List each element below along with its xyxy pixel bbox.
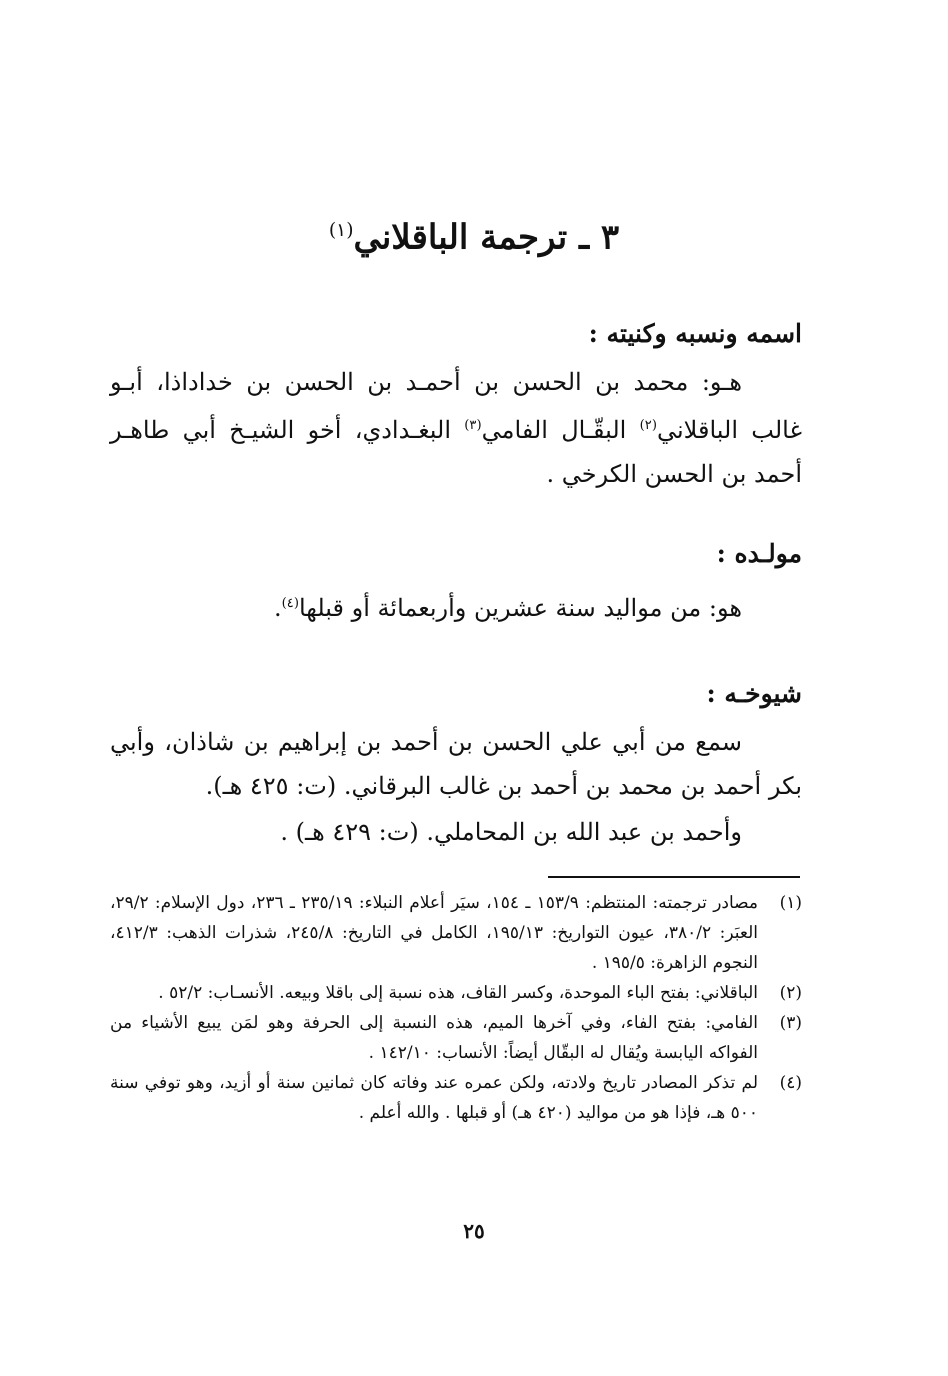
footnote-2 [110, 978, 802, 1008]
name-lineage-heading: اسمه ونسبه وكنيته : [588, 319, 802, 348]
birth-text: هو: من مواليد سنة عشرين وأربعمائة أو قبلها [298, 594, 742, 622]
chapter-title-text: ٣ ـ ترجمة الباقلاني [353, 217, 620, 258]
footnote-ref-4: (٤) [281, 596, 299, 611]
teachers-paragraph-2: وأحمد بن عبد الله بن المحاملي. (ت: ٤٢٩ هـ) . [280, 818, 742, 846]
footnote-4 [110, 1068, 802, 1128]
title-footnote-ref: (١) [328, 220, 354, 241]
footnote-number: (٣) [779, 1013, 802, 1033]
page-number: ٢٥ [463, 1219, 485, 1243]
footnote-number: (١) [779, 893, 802, 913]
name-text-part-1: هـو: محمد بن الحسن بن أحمـد بن الحسن بن خداداذا، أبـو غالب الباقلاني [110, 368, 802, 444]
footnote-text: لم تذكر المصادر تاريخ ولادته، ولكن عمره عند وفاته كان ثمانين سنة أو أزيد، وهو توفي سنة ٥٠٠ هـ، فإذا هو من مواليد (٤٢٠ هـ) أو قبلها . والله أعلم . [110, 1073, 758, 1123]
footnote-text: الفامي: بفتح الفاء، وفي آخرها الميم، هذه النسبة إلى الحرفة وهو لمَن يبيع الأشياء من الفواكه اليابسة ويُقال له البقّال أيضاً: الأنساب: ١٤٢/١٠ . [110, 1013, 758, 1063]
name-lineage-paragraph [110, 360, 802, 496]
footnote-ref-2: (٢) [639, 418, 657, 433]
name-text-part-3: البغـدادي، أخو الشيـخ أبي طاهـر أحمد بن الحسن الكرخي . [110, 416, 802, 488]
footnote-text: مصادر ترجمته: المنتظم: ١٥٣/٩ ـ ١٥٤، سيَر أعلام النبلاء: ٢٣٥/١٩ ـ ٢٣٦، دول الإسلام: ٢٩/٢، العبَر: ٣٨٠/٢، عيون التواريخ: ١٩٥/١٣، الكامل في التاريخ: ٢٤٥/٨، شذرات الذهب: ٤١٢/٣، النجوم الزاهرة: ١٩٥/٥ . [110, 893, 759, 973]
footnote-number: (٤) [779, 1073, 802, 1093]
birth-text-end: . [273, 594, 282, 622]
footnote-3 [110, 1008, 802, 1068]
footnote-number: (٢) [779, 983, 802, 1003]
birth-paragraph [274, 582, 742, 630]
footnote-ref-3: (٣) [464, 418, 482, 433]
teachers-paragraph-1: سمع من أبي علي الحسن بن أحمد بن إبراهيم بن شاذان، وأبي بكر أحمد بن محمد بن أحمد بن غالب البرقاني. (ت: ٤٢٥ هـ). [110, 728, 802, 800]
teachers-heading: شيوخـه : [706, 679, 802, 708]
birth-heading: مولـده : [716, 539, 802, 568]
footnotes-block [110, 888, 802, 1128]
name-text-part-2: البقّـال الفامي [481, 416, 640, 444]
chapter-title [0, 206, 948, 262]
footnote-separator [548, 876, 800, 878]
footnote-text: الباقلاني: بفتح الباء الموحدة، وكسر القاف، هذه نسبة إلى باقلا وبيعه. الأنسـاب: ٥٢/٢ . [158, 983, 758, 1003]
footnote-1 [110, 888, 802, 978]
